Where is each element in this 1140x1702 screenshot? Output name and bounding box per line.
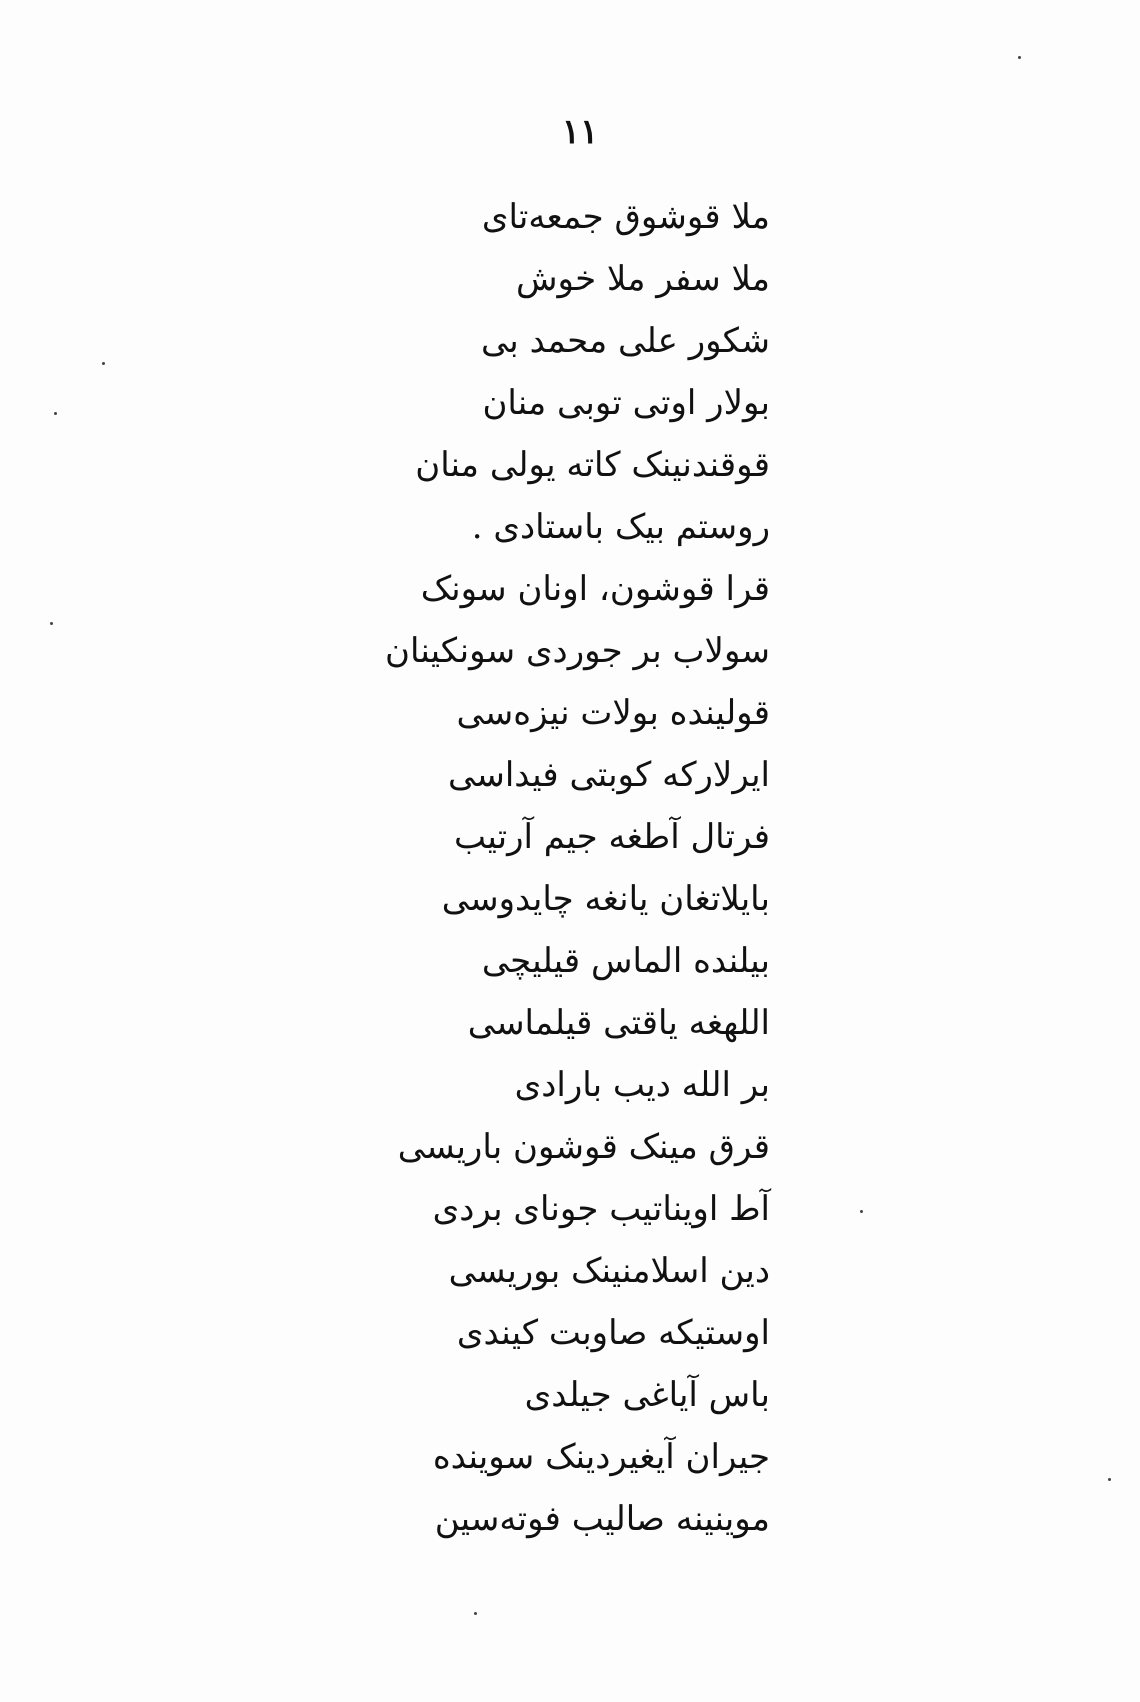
- scan-speck: [54, 412, 57, 415]
- poem-line: باس آیاغی جیلدی: [524, 1375, 770, 1415]
- scan-speck: [1108, 1478, 1111, 1481]
- poem-line: اللهغه یاقتی قیلماسی: [467, 1003, 770, 1043]
- poem-line: بیلنده الماس قیلیچی: [481, 941, 770, 981]
- poem-line: قرا قوشون، اونان سونک: [420, 569, 770, 609]
- poem-line: بایلاتغان یانغه چایدوسی: [441, 879, 770, 919]
- scan-speck: [50, 622, 53, 625]
- poem-line: آط اویناتیب جونای بردی: [432, 1189, 770, 1229]
- poem-line: سولاب بر جوردی سونکینان: [385, 631, 770, 671]
- poem-text: [250, 186, 770, 1550]
- poem-line: بر الله دیب بارادی: [514, 1065, 770, 1105]
- poem-line: قولینده بولات نیزه‌سی: [456, 693, 770, 733]
- poem-line: جیران آیغیردینک سوینده: [432, 1437, 770, 1477]
- poem-line: قوقندنینک کاته یولی منان: [415, 445, 770, 485]
- poem-line: ایرلارکه کوبتی فیداسی: [448, 755, 770, 795]
- poem-line: بولار اوتی توبی منان: [482, 383, 770, 423]
- scan-speck: [102, 362, 105, 365]
- poem-line: روستم بیک باستادی .: [471, 507, 770, 547]
- poem-line: فرتال آطغه جیم آرتیب: [454, 817, 770, 857]
- scan-speck: [860, 1210, 863, 1213]
- poem-line: موینینه صالیب فوته‌سین: [434, 1499, 770, 1539]
- poem-line: شکور علی محمد بی: [480, 321, 770, 361]
- scan-speck: [474, 1612, 477, 1615]
- poem-line: اوستیکه صاوبت کیندی: [456, 1313, 770, 1353]
- poem-line: ملا سفر ملا خوش: [516, 259, 770, 299]
- poem-line: دین اسلامنینک بوریسی: [448, 1251, 770, 1291]
- poem-line: قرق مینک قوشون باریسی: [397, 1127, 770, 1167]
- page-number: ۱۱: [561, 112, 599, 152]
- scan-speck: [1018, 56, 1021, 59]
- poem-line: ملا قوشوق جمعه‌تای: [481, 197, 770, 237]
